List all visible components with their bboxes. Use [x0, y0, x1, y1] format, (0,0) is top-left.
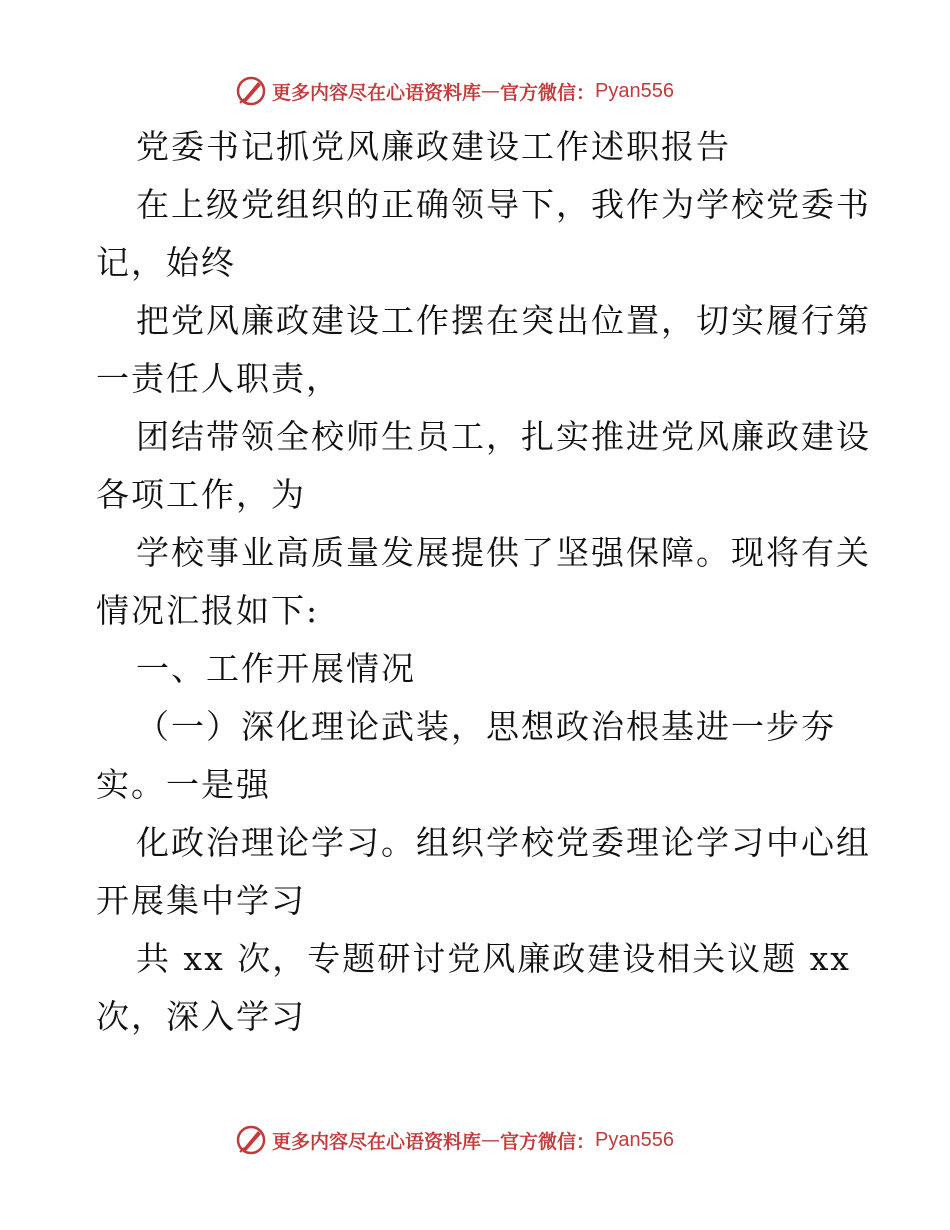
watermark-wechat-label: 官方微信：: [500, 81, 596, 104]
watermark-site-text: 更多内容尽在心语资料库: [272, 1130, 482, 1153]
footer-watermark: [234, 1120, 674, 1160]
watermark-wechat-label: 官方微信：: [500, 1130, 596, 1153]
quill-pen-logo-icon: [234, 1123, 268, 1157]
paragraph-line: 记，始终: [96, 243, 236, 282]
paragraph-line: 团结带领全校师生员工，扎实推进党风廉政建设: [136, 417, 871, 456]
paragraph-line: 各项工作，为: [96, 475, 306, 514]
paragraph-line: 开展集中学习: [96, 881, 306, 920]
watermark-site-text: 更多内容尽在心语资料库: [272, 81, 482, 104]
quill-pen-logo-icon: [234, 74, 268, 108]
document-title: 党委书记抓党风廉政建设工作述职报告: [136, 127, 731, 166]
paragraph-line: 学校事业高质量发展提供了坚强保障。现将有关: [136, 533, 871, 572]
watermark-separator: —: [481, 1129, 501, 1151]
paragraph-line: 情况汇报如下:: [96, 591, 320, 630]
section-heading: 一、工作开展情况: [136, 649, 416, 688]
paragraph-line: 次，深入学习: [96, 997, 306, 1036]
paragraph-line: 一责任人职责，: [96, 359, 341, 398]
subsection-heading: （一）深化理论武装，思想政治根基进一步夯: [136, 707, 836, 746]
paragraph-line: 共 xx 次，专题研讨党风廉政建设相关议题 xx: [136, 939, 851, 978]
paragraph-line: 实。一是强: [96, 765, 271, 804]
watermark-wechat-id: Pyan556: [595, 79, 674, 102]
paragraph-line: 化政治理论学习。组织学校党委理论学习中心组: [136, 823, 871, 862]
paragraph-line: 在上级党组织的正确领导下，我作为学校党委书: [136, 185, 871, 224]
document-body: [96, 118, 871, 1046]
watermark-wechat-id: Pyan556: [595, 1128, 674, 1151]
watermark-separator: —: [481, 80, 501, 102]
paragraph-line: 把党风廉政建设工作摆在突出位置，切实履行第: [136, 301, 871, 340]
header-watermark: [234, 71, 674, 111]
